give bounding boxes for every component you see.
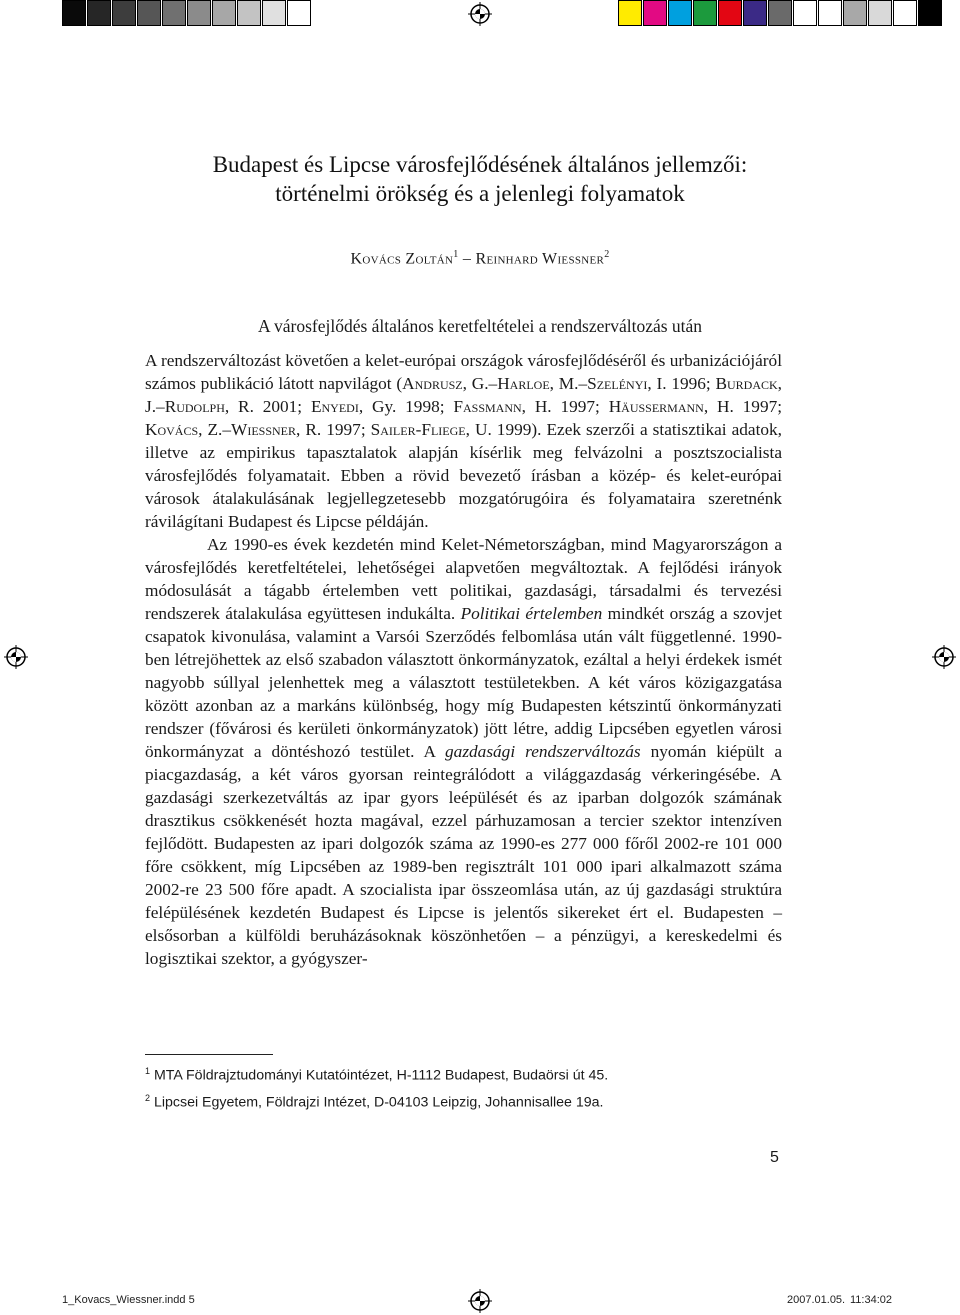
paragraph-2 <box>145 533 782 970</box>
footnote-number: 1 <box>145 1066 151 1076</box>
color-swatch <box>237 0 261 26</box>
color-swatch <box>743 0 767 26</box>
cited-author: Fassmann <box>453 397 522 416</box>
color-swatch <box>793 0 817 26</box>
footnote-2 <box>145 1087 782 1114</box>
author-1: Kovács Zoltán <box>350 250 454 268</box>
footnote-divider <box>145 1054 273 1055</box>
color-swatch <box>868 0 892 26</box>
cited-author: Andrusz <box>402 374 463 393</box>
cited-author: Kovács <box>145 420 199 439</box>
color-swatch <box>112 0 136 26</box>
registration-target-icon <box>4 645 28 669</box>
color-swatch <box>718 0 742 26</box>
author-2: Reinhard Wiessner <box>475 250 605 268</box>
footnote-1 <box>145 1060 782 1087</box>
slug-filename: 1_Kovacs_Wiessner.indd 5 <box>62 1294 195 1306</box>
text-run: , Z.– <box>198 420 232 439</box>
cited-author: Sailer-Fliege <box>370 420 466 439</box>
text-run: , H. 1997; <box>521 397 609 416</box>
text-run: , U. 1999). Ezek szerzői a statisztikai adatok, illetve az empirikus tapasztalatok alapján kísérlik meg felvázolni a posztszocialista városfejlődés folyamatait. Ebben a rövid bevezető írásban a közép- és kelet-európai városok átalakulásának legjellegzetesebb mozgatórugóira és folyamataira szeretnénk rávilágítani Budapest és Lipcse példáján. <box>145 420 783 531</box>
text-run: mindkét ország a szovjet csapatok kivonulása, valamint a Varsói Szerződés felbomlása után vált függetlenné. 1990-ben létrejöhettek az első szabadon választott önkormányzatok, ezáltal a helyi érdekek ismét nagyobb súllyal jelenhettek meg a választott testületekben. A két város közigazgatása között azonban az a markáns különbség, hogy míg Budapesten kétszintű önkormányzati rendszer (fővárosi és kerületi önkormányzatok) jött létre, addig Lipcsében egyetlen városi önkormányzat a döntéshozó testület. A <box>145 604 783 761</box>
cited-author: Wiessner <box>231 420 297 439</box>
footnote-number: 2 <box>145 1092 151 1103</box>
cited-author: Häussermann <box>608 397 704 416</box>
italic-term: Politikai értelemben <box>460 604 603 623</box>
text-run: A rendszerváltozást követően a kelet-európai országok városfejlődéséről és urbanizációjáról számos publikáció látott napvilágot ( <box>145 351 782 393</box>
color-swatch <box>893 0 917 26</box>
text-run: , R. 2001; <box>224 397 311 416</box>
registration-target-icon <box>932 645 956 669</box>
color-swatch <box>843 0 867 26</box>
color-swatch <box>668 0 692 26</box>
color-swatch <box>643 0 667 26</box>
page-number: 5 <box>770 1149 779 1166</box>
cited-author: Burdack <box>715 374 778 393</box>
cited-author: Harloe <box>497 374 550 393</box>
color-swatch <box>262 0 286 26</box>
article-title-line-1: Budapest és Lipcse városfejlődésének általános jellemzői: <box>212 152 748 177</box>
slug-date: 2007.01.05. <box>787 1294 846 1306</box>
footnote-text: MTA Földrajztudományi Kutatóintézet, H-1112 Budapest, Budaörsi út 45. <box>150 1067 609 1084</box>
italic-term: gazdasági rendszerváltozás <box>445 742 641 761</box>
color-swatch <box>137 0 161 26</box>
footnotes <box>145 1060 782 1113</box>
cited-author: Enyedi <box>310 397 359 416</box>
text-run: , M.– <box>549 374 588 393</box>
article-title <box>145 150 815 208</box>
text-run: , I. 1996; <box>647 374 716 393</box>
color-swatch <box>693 0 717 26</box>
color-swatch <box>187 0 211 26</box>
registration-target-icon <box>468 1289 492 1313</box>
author-1-footnote-ref: 1 <box>453 249 459 260</box>
color-swatch <box>768 0 792 26</box>
registration-target-icon <box>468 2 492 26</box>
color-swatch <box>62 0 86 26</box>
text-run: , J.– <box>145 374 782 416</box>
color-swatch <box>918 0 942 26</box>
section-title: A városfejlődés általános keretfeltételei a rendszerváltozás után <box>257 316 703 336</box>
color-swatch <box>212 0 236 26</box>
text-run: nyomán kiépült a piacgazdaság, a két város gyorsan reintegrálódott a világgazdaság vérkeringésébe. A gazdasági szerkezetváltás az ipar gyors leépülését és az iparban dolgozók számának drasztikus csökkenését hozta magával, ezzel párhuzamosan a tercier szektor intenzíven fejlődött. Budapesten az ipari dolgozók száma az 1990-es 277 000 főről 2002-re 101 000 főre csökkent, míg Lipcsében az 1989-ben regisztrált 101 000 ipari alkalmazott száma 2002-re 23 500 főre apadt. A szocialista ipar összeomlása után, az új gazdasági struktúra felépülésének kezdetén Budapest és Lipcse is jelentős sikereket ért el. Budapesten – elsősorban a külföldi beruházásoknak köszönhetően – a pénzügyi, a kereskedelmi és logisztikai szektor, a gyógyszer- <box>145 742 782 968</box>
color-swatch <box>162 0 186 26</box>
article-body <box>145 349 782 970</box>
text-run: , H. 1997; <box>703 397 783 416</box>
cited-author: Rudolph <box>164 397 225 416</box>
color-swatch <box>287 0 311 26</box>
text-run: , G.– <box>462 374 498 393</box>
article-title-line-2: történelmi örökség és a jelenlegi folyamatok <box>275 181 685 206</box>
color-swatch <box>87 0 111 26</box>
text-run: Az 1990-es évek kezdetén mind Kelet-Németországban, mind Magyarországon a városfejlődés keretfeltételei, lehetőségei alapvetően megváltoztak. A fejlődési irányok módosulását a tágabb értelemben vett politikai, gazdasági, társadalmi és tervezési rendszerek átalakulása együttesen indukálta. <box>145 535 782 623</box>
cited-author: Szelényi <box>587 374 648 393</box>
paragraph-1 <box>145 349 782 533</box>
text-run: , R. 1997; <box>296 420 371 439</box>
color-swatch <box>818 0 842 26</box>
author-separator: – <box>458 250 476 268</box>
color-swatch <box>618 0 642 26</box>
author-2-footnote-ref: 2 <box>604 249 610 260</box>
author-line <box>145 249 815 268</box>
slug-time: 11:34:02 <box>850 1294 893 1306</box>
text-run: , Gy. 1998; <box>358 397 454 416</box>
footnote-text: Lipcsei Egyetem, Földrajzi Intézet, D-04103 Leipzig, Johannisallee 19a. <box>150 1094 604 1111</box>
